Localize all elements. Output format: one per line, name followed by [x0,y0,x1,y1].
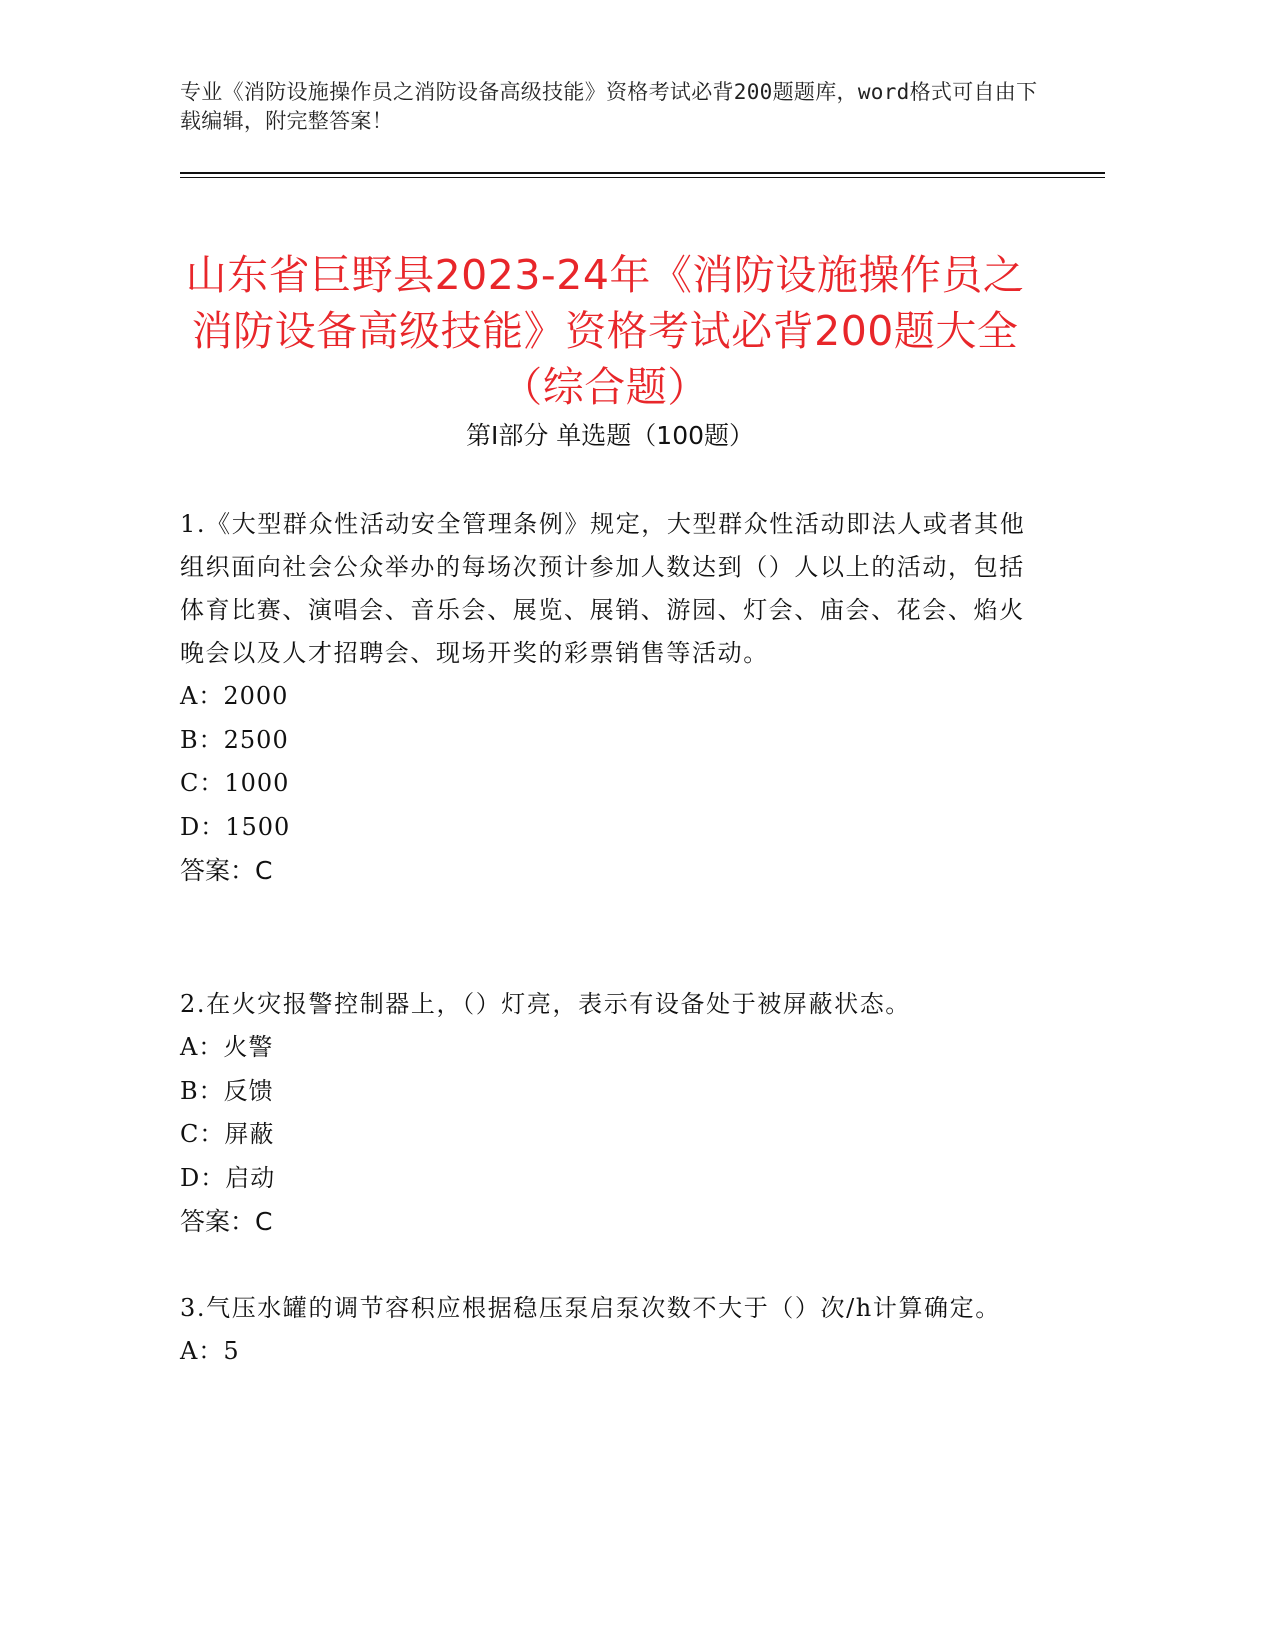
option-c: C：屏蔽 [180,1120,275,1148]
question-stem: 1.《大型群众性活动安全管理条例》规定，大型群众性活动即法人或者其他组织面向社会公众举办的每场次预计参加人数达到（）人以上的活动，包括体育比赛、演唱会、音乐会、展览、展销、游园、灯会、庙会、花会、焰火晚会以及人才招聘会、现场开奖的彩票销售等活动。 [180,510,1026,667]
section-heading: 第Ⅰ部分 单选题（100题） [465,421,755,450]
header-divider-thick [180,172,1105,174]
question-3 [180,1287,1030,1374]
option-b: B：反馈 [180,1076,274,1105]
option-d: D：启动 [180,1163,276,1192]
option-a: A：火警 [180,1033,274,1061]
question-stem: 2.在火灾报警控制器上，（）灯亮，表示有设备处于被屏蔽状态。 [180,990,911,1018]
question-1 [180,503,1030,892]
option-c: C：1000 [180,769,290,797]
document-title: 山东省巨野县2023-24年《消防设施操作员之消防设备高级技能》资格考试必背200题大全（综合题） [185,251,1025,412]
question-2 [180,983,1030,1243]
option-a: A：2000 [180,682,289,710]
header-note: 专业《消防设施操作员之消防设备高级技能》资格考试必背200题题库，word格式可自由下载编辑，附完整答案！ [180,80,1038,133]
answer-text: 答案：C [180,1207,273,1236]
answer-text: 答案：C [180,856,273,885]
question-stem: 3.气压水罐的调节容积应根据稳压泵启泵次数不大于（）次/h计算确定。 [180,1294,1001,1322]
option-d: D：1500 [180,812,291,841]
header-divider-thin [180,177,1105,178]
option-a: A：5 [180,1337,240,1365]
option-b: B：2500 [180,725,289,754]
